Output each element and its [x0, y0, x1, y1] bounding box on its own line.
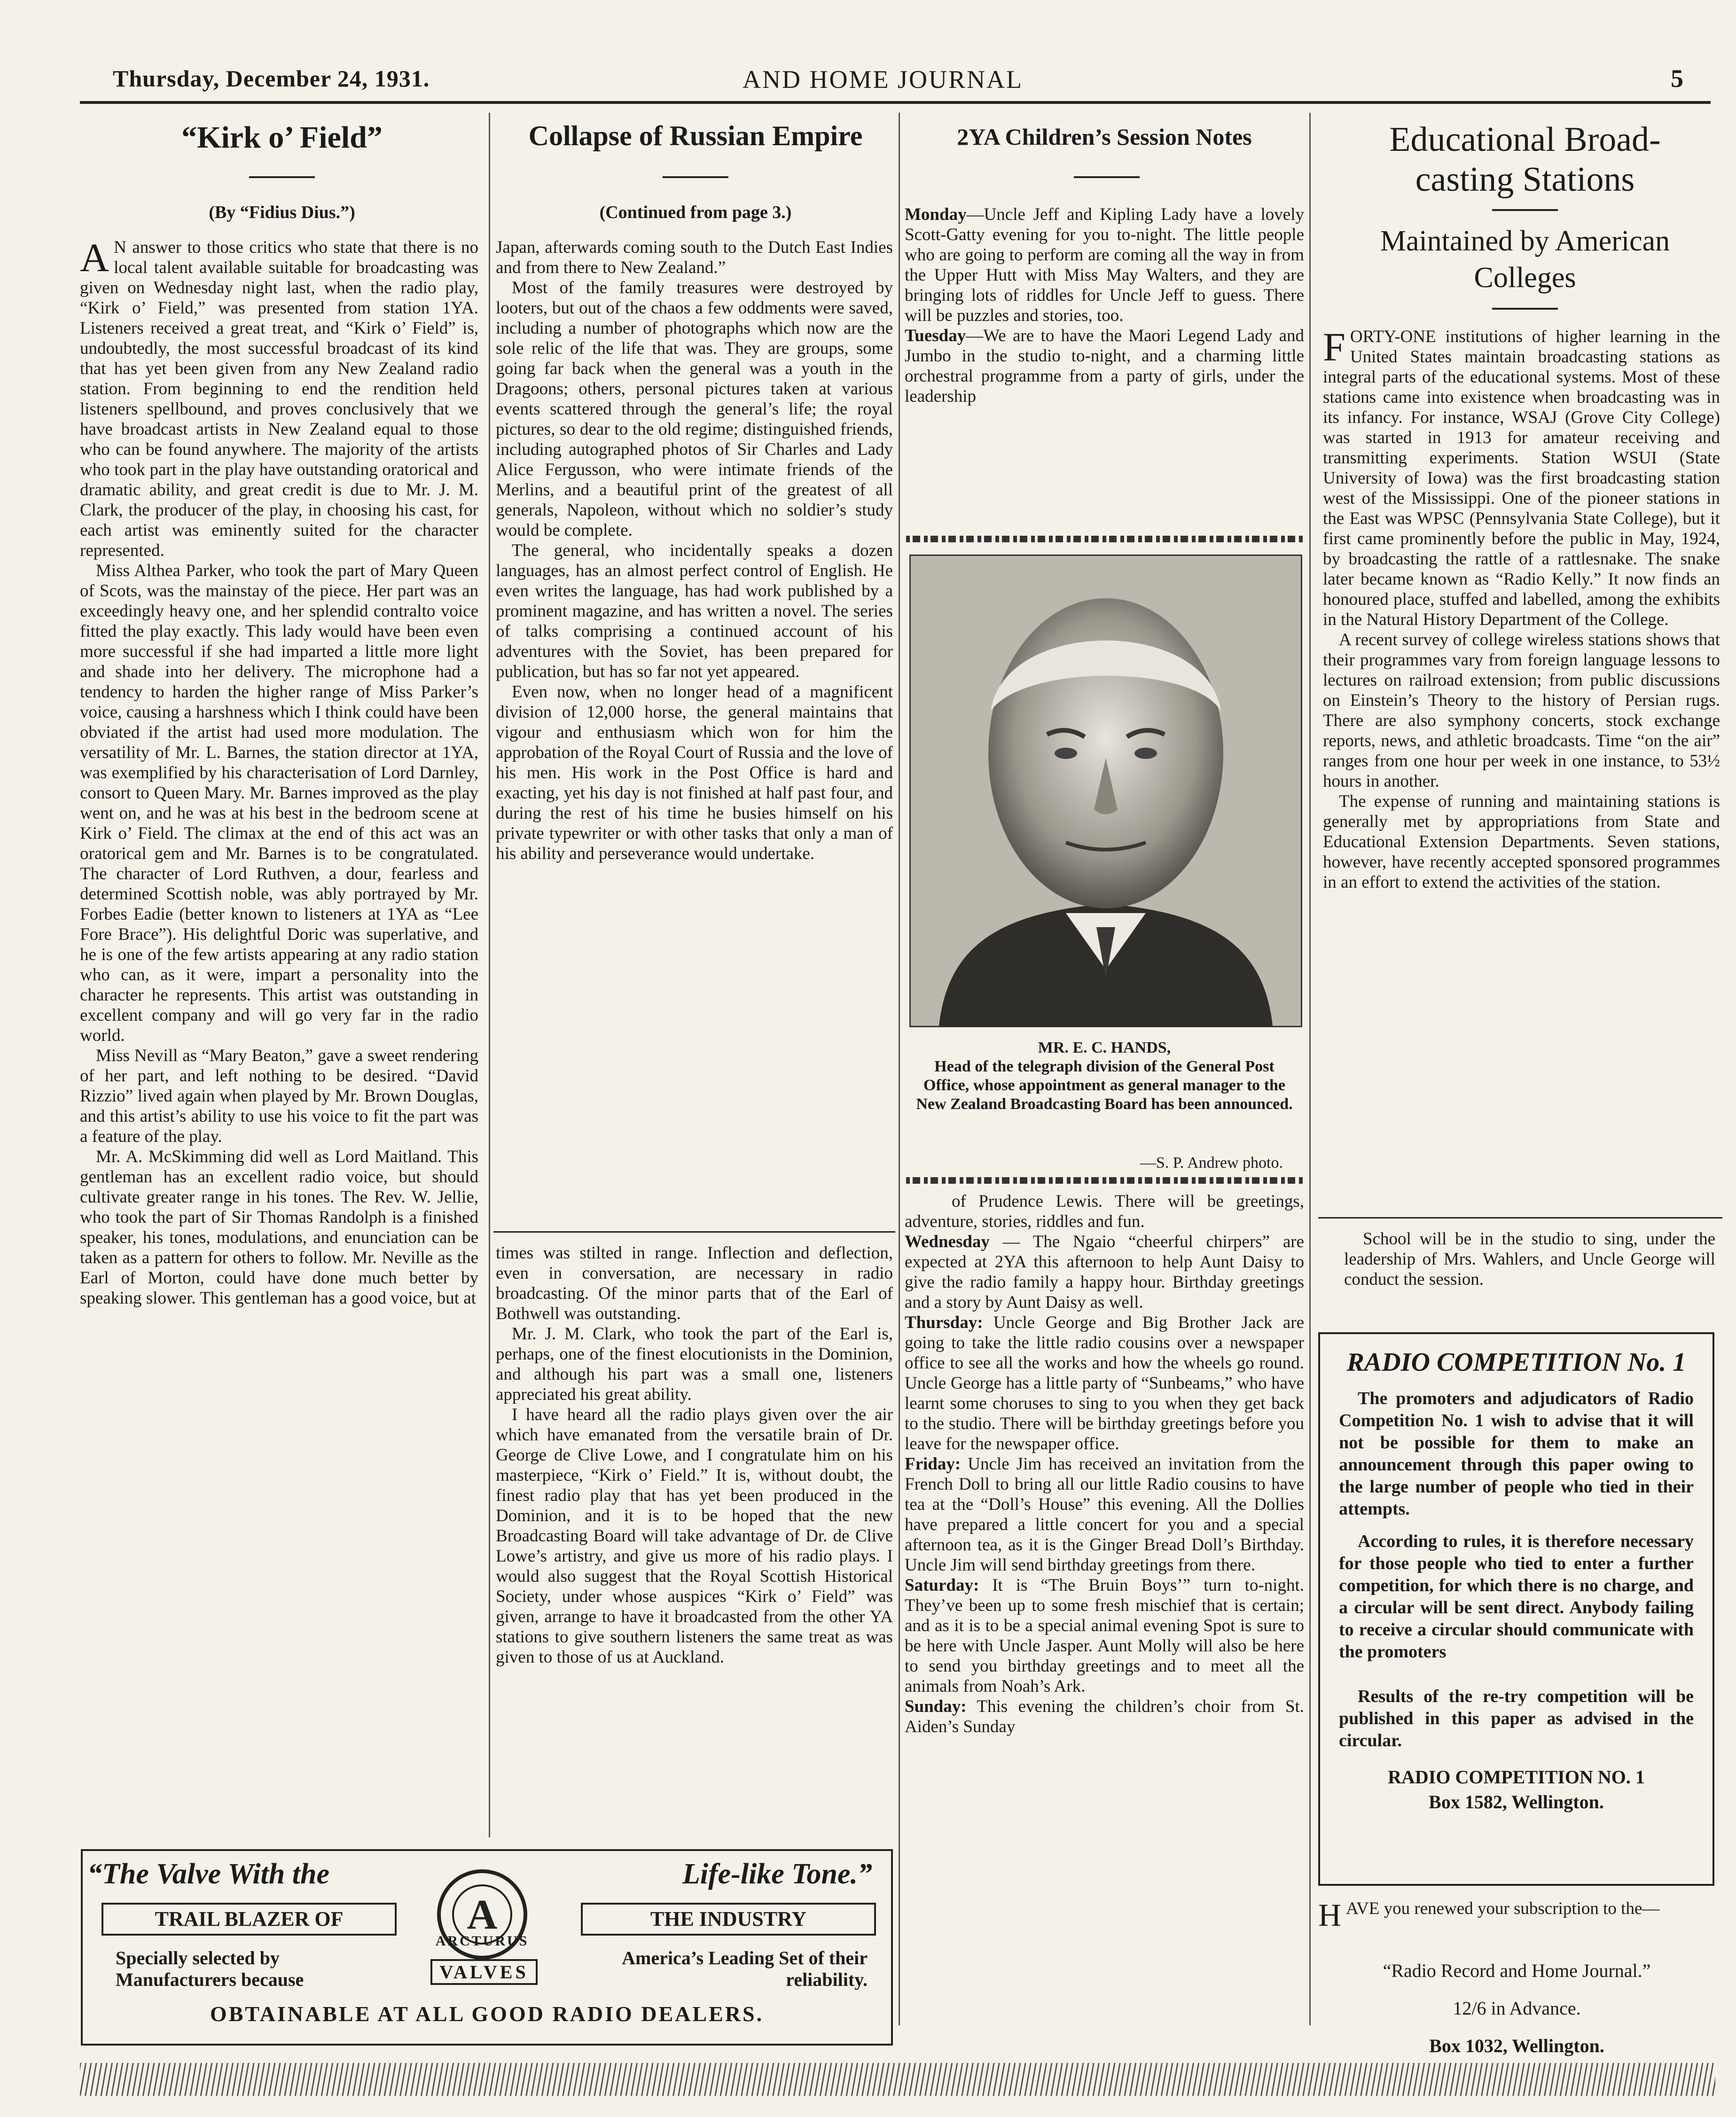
- title-rule: [1074, 176, 1140, 178]
- renew-dropcap: H: [1318, 1897, 1342, 1933]
- photo-border-bottom: [906, 1177, 1304, 1184]
- title-rule: [249, 176, 315, 178]
- column-rule: [899, 113, 900, 2025]
- section-rule: [1318, 1217, 1722, 1219]
- page-number: 5: [1671, 64, 1684, 93]
- masthead-date: Thursday, December 24, 1931.: [113, 65, 430, 92]
- kirk-paragraph: Mr. A. McSkimming did well as Lord Maitland. This gentleman has an excellent radio voice, but should cultivate greater range in his tones. The Rev. W. Jellie, who took the part of Sir Thomas Randolph is a finished speaker, his tones, modulations, and enunciation can be taken as a pattern for others to follow. Mr. Neville as the Earl of Morton, could have done much better by speaking slower. This gentleman has a good voice, but at: [80, 1147, 478, 1308]
- school-text: School will be in the studio to sing, under the leadership of Mrs. Wahlers, and Uncle George will conduct the session.: [1344, 1229, 1715, 1289]
- competition-para: According to rules, it is therefore necessary for those people who tied to enter a further competition, for which there is no charge, and a circular will be sent direct. Anybody failing to receive a circular should communicate with the promoters: [1339, 1531, 1694, 1662]
- renew-price: 12/6 in Advance.: [1453, 1998, 1581, 2019]
- edu-paragraph: The expense of running and maintaining stations is generally met by appropriations from State and Educational Extension Departments. Seven stations, however, have recently accepted sponsored programmes in an effort to extend the activities of the station.: [1323, 792, 1720, 892]
- column-rule: [489, 113, 490, 1837]
- edu-subtitle-line2: Colleges: [1474, 262, 1576, 294]
- edu-subtitle-line1: Maintained by American: [1380, 225, 1670, 257]
- russia-title: Collapse of Russian Empire: [528, 120, 863, 151]
- kirk-paragraph: I have heard all the radio plays given over the air which have emanated from the versatile brain of Dr. George de Clive Lowe, and I congratulate him on his masterpiece, “Kirk o’ Field.” It is, without doubt, the finest radio play that has yet been produced in the Dominion, and it is to be hoped that the new Broadcasting Board will take advantage of Dr. de Clive Lowe’s artistry, and give us more of his radio plays. I would also suggest that the Royal Scottish Historical Society, under whose auspices “Kirk o’ Field” was given, arrange to have it broadcasted from the other YA stations to give southern listeners the same treat as was given to those of us at Auckland.: [496, 1405, 893, 1667]
- photo-caption: Head of the telegraph division of the General Post Office, whose appointment as general manager to the New Zealand Broadcasting Board has been announced.: [916, 1058, 1293, 1113]
- competition-para: Results of the re-try competition will be published in this paper as advised in the circular.: [1339, 1687, 1694, 1750]
- title-rule: [1492, 209, 1558, 211]
- edu-dropcap: F: [1323, 324, 1345, 369]
- children-entry: Thursday: Uncle George and Big Brother Jack are going to take the little radio cousins over a newspaper office to see all the works and how the wheels go round. Uncle George has a little party of “Sunbeams,” who have learnt some choruses to sing to you when they get back to the studio. There will be birthday greetings before you leave for the newspaper office.: [905, 1313, 1304, 1453]
- edu-title-line2: casting Stations: [1415, 160, 1635, 199]
- portrait-photo: [909, 555, 1302, 1027]
- masthead-journal: AND HOME JOURNAL: [743, 65, 1023, 94]
- russia-paragraph: Most of the family treasures were destroyed by looters, but out of the chaos a few oddments were saved, including a number of photographs which now are the sole relic of the life that was. They are groups, some going far back when the general was a youth in the Dragoons; others, personal pictures taken at various events scattered through the general’s life; the royal pictures, so dear to the old regime; distinguished friends, including autographed photos of Sir Charles and Lady Alice Fergusson, who were intimate friends of the Merlins, and a beautiful print of the greatest of all generals, Napoleon, without which no soldier’s study would be complete.: [496, 278, 893, 540]
- children-entry: of Prudence Lewis. There will be greetings, adventure, stories, riddles and fun.: [905, 1192, 1304, 1231]
- title-rule: [1492, 308, 1558, 310]
- renew-title: “Radio Record and Home Journal.”: [1383, 1960, 1651, 1981]
- kirk-paragraph: N answer to those critics who state that there is no local talent available suitable for broadcasting was given on Wednesday night last, when the radio play, “Kirk o’ Field,” was presented from station 1YA. Listeners received a great treat, and “Kirk o’ Field” is, undoubtedly, the most successful broadcast of its kind that has yet been given from any New Zealand radio station. From beginning to end the rendition held listeners spellbound, and proves conclusively that we have broadcast artists in New Zealand equal to those who can be found anywhere. The majority of the artists who took part in the play have outstanding oratorical and dramatic ability, and great credit is due to Mr. J. M. Clark, the producer of the play, in choosing his cast, for each artist was eminently suited for the character represented.: [80, 238, 478, 560]
- masthead-rule: [80, 101, 1711, 104]
- russia-paragraph: The general, who incidentally speaks a dozen languages, has an almost perfect control of English. He even writes the language, has had work published by a prominent magazine, and has written a novel. The series of talks comprising a continued account of his adventures with the Soviet, has been prepared for publication, but has so far not yet appeared.: [496, 541, 893, 681]
- column-rule: [1309, 113, 1311, 2025]
- children-entry: Tuesday—We are to have the Maori Legend Lady and Jumbo in the studio to-night, and a charming little orchestral programme from a party of girls, under the leadership: [905, 326, 1304, 406]
- ad-slogan-left: “The Valve With the: [87, 1858, 329, 1890]
- ad-right-text: America’s Leading Set of their reliability.: [622, 1947, 868, 1990]
- children-entry: Sunday: This evening the children’s choir from St. Aiden’s Sunday: [905, 1697, 1304, 1736]
- renew-notice: HAVE you renewed your subscription to the—: [1318, 1897, 1660, 1933]
- renew-address: Box 1032, Wellington.: [1429, 2035, 1604, 2056]
- portrait-illustration: [911, 556, 1301, 1026]
- children-entry: Friday: Uncle Jim has received an invitation from the French Doll to bring all our little Radio cousins to have tea at the “Doll’s House” this evening. All the Dollies have prepared a little concert for you and a special afternoon tea, as it is the Ginger Bread Doll’s Birthday. Uncle Jim will send birthday greetings from there.: [905, 1454, 1304, 1575]
- ad-left-text: Specially selected by Manufacturers because: [116, 1947, 304, 1990]
- children-entry: Monday—Uncle Jeff and Kipling Lady have a lovely Scott-Gatty evening for you to-night. The little people who are going to perform are coming all the way in from the Upper Hutt with Miss May Walters, and they are bringing lots of riddles for Uncle Jeff to guess. There will be puzzles and stories, too.: [905, 205, 1304, 325]
- children-top: [905, 204, 1304, 406]
- photo-credit: —S. P. Andrew photo.: [1140, 1154, 1283, 1172]
- photo-border-top: [906, 536, 1304, 542]
- children-body: [905, 1191, 1304, 1737]
- kirk-paragraph: Miss Nevill as “Mary Beaton,” gave a sweet rendering of her part, and left nothing to be desired. “David Rizzio” lived again when played by Mr. Brown Douglas, and this artist’s ability to use his voice to fit the part was a feature of the play.: [80, 1046, 478, 1146]
- russia-byline: (Continued from page 3.): [599, 203, 792, 222]
- kirk-paragraph: Miss Althea Parker, who took the part of Mary Queen of Scots, was the mainstay of the piece. Her part was an exceedingly heavy one, and her splendid contralto voice fitted the play exactly. This lady would have been even more successful if she had imparted a little more light and shade into her delivery. The microphone had a tendency to harden the higher range of Miss Parker’s voice, causing a harshness which I think could have been obviated if the artist had used more modulation. The versatility of Mr. L. Barnes, the station director at 1YA, was exemplified by his characterisation of Lord Darnley, consort to Queen Mary. Mr. Barnes improved as the play went on, and he was at his best in the bedroom scene at Kirk o’ Field. The climax at the end of this act was an oratorical gem and Mr. Barnes is to be congratulated. The character of Lord Ruthven, a dour, fearless and determined Scottish noble, was ably portrayed by Mr. Forbes Eadie (better known to listeners at 1YA as “Lee Fore Brace”). His delightful Doric was superlative, and he is one of the few artists appearing at any radio station who can, as it were, impart a personality into the character he represents. This artist was outstanding in excellent company and will go very far in the radio world.: [80, 561, 478, 1045]
- edu-body: [1323, 324, 1720, 892]
- russia-paragraph: Even now, when no longer head of a magnificent division of 12,000 horse, the general maintains that vigour and enthusiasm which won for him the approbation of the Royal Court of Russia and the love of his men. His work in the Post Office is hard and exacting, yet his day is not finished at half past four, and during the rest of his time he busies himself on his private typewriter or with other tasks that only a man of his ability and perseverance would undertake.: [496, 682, 893, 863]
- ad-bottom-text: OBTAINABLE AT ALL GOOD RADIO DEALERS.: [210, 2002, 764, 2026]
- svg-text:A: A: [467, 1891, 498, 1938]
- bottom-border-strip: [80, 2063, 1715, 2096]
- competition-address: Box 1582, Wellington.: [1429, 1791, 1604, 1812]
- kirk-paragraph: times was stilted in range. Inflection and deflection, even in conversation, are necessary in radio broadcasting. Of the minor parts that of the Earl of Bothwell was outstanding.: [496, 1243, 893, 1323]
- children-entry: Saturday: It is “The Bruin Boys’” turn to-night. They’ve been up to some fresh mischief that is certain; and as it is to be a special animal evening Spot is sure to be here with Uncle Jasper. Aunt Molly will also be here to send you birthday greetings and to meet all the animals from Noah’s Ark.: [905, 1576, 1304, 1696]
- ad-slogan-right: Life-like Tone.”: [682, 1858, 872, 1890]
- children-entry: Wednesday — The Ngaio “cheerful chirpers” are expected at 2YA this afternoon to help Aunt Daisy to give the radio family a happy hour. Birthday greetings and a story by Aunt Daisy as well.: [905, 1232, 1304, 1312]
- competition-footer: RADIO COMPETITION NO. 1: [1388, 1766, 1645, 1788]
- kirk-body: [80, 237, 478, 1308]
- children-entry-text: —We are to have the Maori Legend Lady and Jumbo in the studio to-night, and a charming little orchestral programme from a party of girls, under the leadership: [905, 326, 1304, 406]
- kirk-continued: [496, 1243, 893, 1667]
- logo-top-text: ARCTURUS: [435, 1933, 529, 1949]
- kirk-dropcap: A: [80, 235, 109, 280]
- arcturus-logo: [412, 1865, 553, 1983]
- kirk-title: “Kirk o’ Field”: [181, 120, 383, 155]
- ad-banner-left: TRAIL BLAZER OF: [102, 1903, 397, 1936]
- logo-bottom-text: VALVES: [430, 1959, 538, 1985]
- edu-title-line1: Educational Broad-: [1389, 120, 1661, 159]
- competition-para: The promoters and adjudicators of Radio Competition No. 1 wish to advise that it will not be possible for them to make an announcement through this paper owing to the large number of people who tied in their attempts.: [1339, 1389, 1694, 1519]
- ad-banner-right: THE INDUSTRY: [581, 1903, 876, 1936]
- russia-paragraph: Japan, afterwards coming south to the Dutch East Indies and from there to New Zealand.”: [496, 238, 893, 277]
- competition-title: RADIO COMPETITION No. 1: [1346, 1348, 1686, 1377]
- edu-paragraph: ORTY-ONE institutions of higher learning in the United States maintain broadcasting stations as integral parts of the educational systems. Most of these stations came into existence when broadcasting was in its infancy. For instance, WSAJ (Grove City College) was started in 1913 for amateur receiving and transmitting experiments. Station WSUI (State University of Iowa) was the first broadcasting station west of the Mississippi. One of the pioneer stations in the East was WPSC (Pennsylvania State College), but it first came prominently before the public in May, 1924, by broadcasting the rattle of a rattlesnake. The snake later became known as “Radio Kelly.” It now finds an honoured place, stuffed and labelled, among the exhibits in the Natural History Department of the College.: [1323, 327, 1720, 629]
- kirk-byline: (By “Fidius Dius.”): [209, 203, 355, 222]
- kirk-paragraph: Mr. J. M. Clark, who took the part of the Earl is, perhaps, one of the finest elocutionists in the Dominion, and although his part was a small one, listeners appreciated his great ability.: [496, 1324, 893, 1404]
- competition-box: [1318, 1332, 1714, 1886]
- arcturus-ad: [81, 1849, 893, 2046]
- title-rule: [663, 176, 728, 178]
- section-rule: [493, 1231, 895, 1233]
- russia-body: [496, 237, 893, 864]
- children-title: 2YA Children’s Session Notes: [957, 124, 1252, 150]
- edu-paragraph: A recent survey of college wireless stations shows that their programmes vary from foreign language lessons to lectures on railroad extension; from public discussions on Einstein’s Theory to the history of Persian rugs. There are also symphony concerts, stock exchange reports, news, and athletic broadcasts. Time “on the air” ranges from one hour per week in one instance, to 53½ hours in another.: [1323, 630, 1720, 791]
- photo-caption-name: MR. E. C. HANDS,: [1038, 1039, 1171, 1056]
